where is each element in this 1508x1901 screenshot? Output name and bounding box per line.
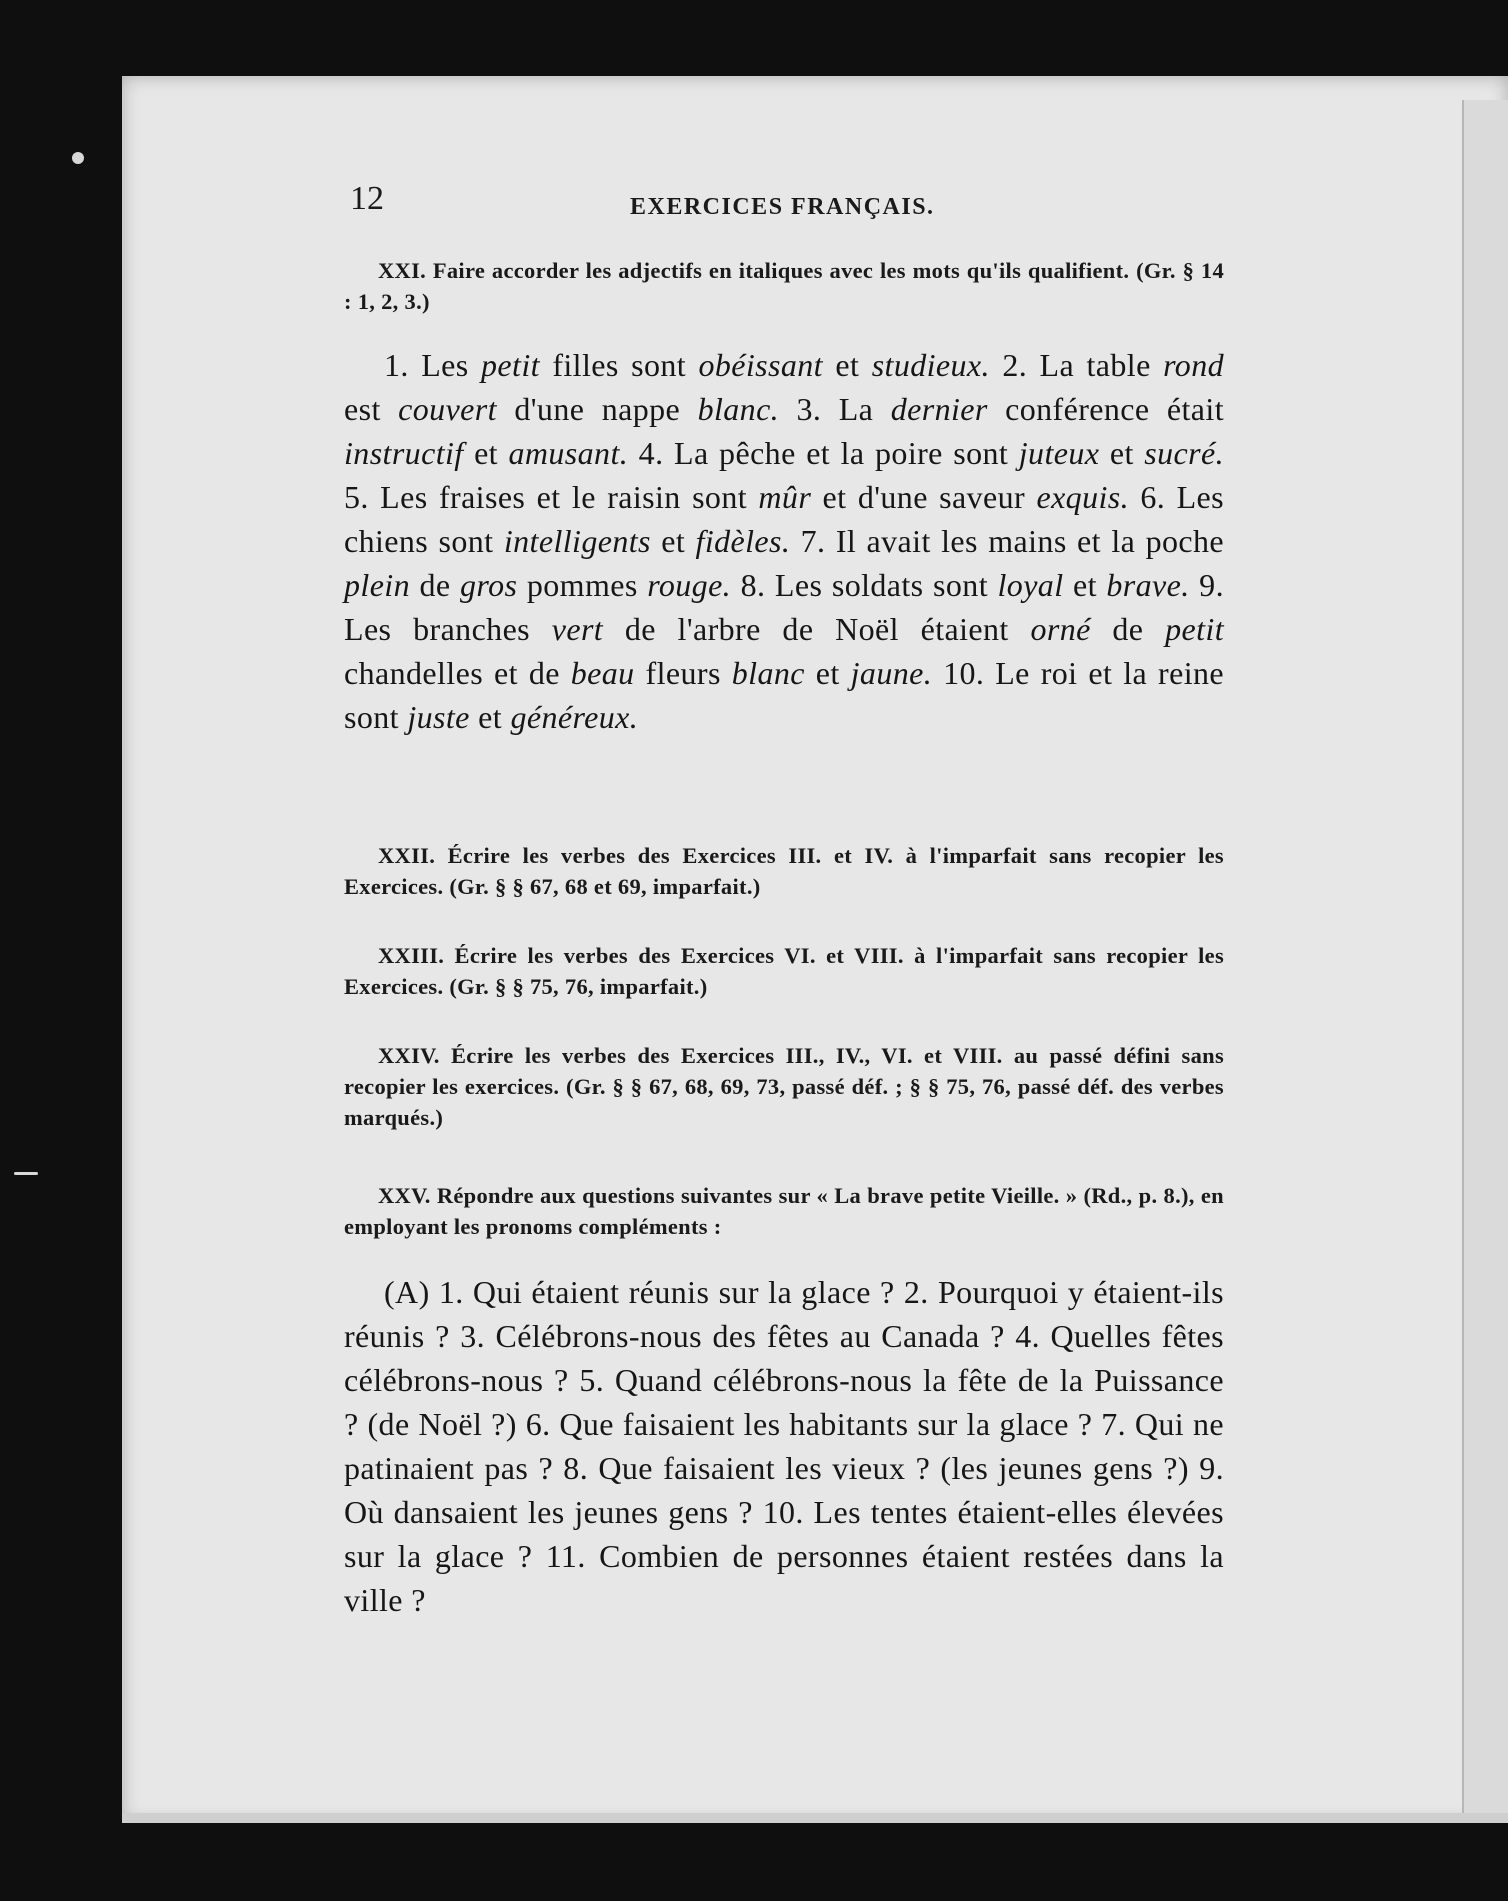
italic-adjective: obéissant [698,347,823,383]
exercise-25-instruction: XXV. Répondre aux questions suivantes sur « La brave petite Vieille. » (Rd., p. 8.), en employant les pronoms compléments : [344,1183,1224,1239]
scan-speck [14,1172,38,1175]
sentence-text: 4. La pêche et la poire sont [628,435,1019,471]
italic-adjective: petit [481,347,540,383]
sentence-text: de [409,567,461,603]
sentence-text: conférence était [987,391,1224,427]
sentence-text: 8. Les soldats sont [731,567,998,603]
running-title: EXERCICES FRANÇAIS. [630,194,935,220]
sentence-text: et [469,699,511,735]
italic-adjective: dernier [890,391,988,427]
italic-adjective: plein [344,567,410,603]
italic-adjective: amusant. [508,435,629,471]
sentence-text: et [822,347,872,383]
sentence-text: 1. Les [384,347,482,383]
sentence-text: de [1090,611,1166,647]
italic-adjective: rond [1163,347,1224,383]
sentence-text: chandelles et de [344,655,571,691]
page-bottom-edge [122,1813,1508,1823]
page-header [350,180,1230,230]
italic-adjective: loyal [997,567,1064,603]
italic-adjective: fidèles. [695,523,791,559]
italic-adjective: beau [570,655,635,691]
sentence-text: pommes [517,567,648,603]
sentence-text: 10. Le roi et la reine sont [344,655,1225,735]
italic-adjective: vert [551,611,604,647]
page-number: 12 [350,180,384,217]
italic-adjective: gros [460,567,518,603]
sentence-text: et [1099,435,1145,471]
italic-adjective: juste [407,699,470,735]
sentence-text: 5. Les fraises et le raisin sont [344,479,759,515]
exercise-25-questions: (A) 1. Qui étaient réunis sur la glace ? 2. Pourquoi y étaient-ils réunis ? 3. Célébrons-nous des fêtes au Canada ? 4. Quelles fêtes célébrons-nous ? 5. Quand célébrons-nous la fête de la Puissance ? (de Noël ?) 6. Que faisaient les habitants sur la glace ? 7. Qui ne patinaient pas ? 8. Que faisaient les vieux ? (les jeunes gens ?) 9. Où dansaient les jeunes gens ? 10. Les tentes étaient-elles élevées sur la glace ? 11. Combien de personnes étaient restées dans la ville ? [344,1274,1224,1618]
sentence-text: de l'arbre de Noël étaient [603,611,1031,647]
sentence-text: et [804,655,851,691]
italic-adjective: juteux [1018,435,1100,471]
italic-adjective: petit [1165,611,1224,647]
exercise-22: XXII. Écrire les verbes des Exercices III. et IV. à l'imparfait sans recopier les Exercices. (Gr. § § 67, 68 et 69, imparfait.) [344,843,1224,899]
italic-adjective: intelligents [503,523,651,559]
exercise-24: XXIV. Écrire les verbes des Exercices III., IV., VI. et VIII. au passé défini sans recopier les exercices. (Gr. § § 67, 68, 69, 73, passé déf. ; § § 75, 76, passé déf. des verbes marqués.) [344,1043,1224,1130]
sentence-text: 6. Les chiens sont [344,479,1224,559]
sentence-text: et [1063,567,1107,603]
exercise-23: XXIII. Écrire les verbes des Exercices VI. et VIII. à l'imparfait sans recopier les Exercices. (Gr. § § 75, 76, imparfait.) [344,943,1224,999]
italic-adjective: mûr [758,479,812,515]
sentence-text: 2. La table [989,347,1164,383]
italic-adjective: exquis. [1036,479,1130,515]
italic-adjective: sucré. [1144,435,1224,471]
sentence-text: 3. La [779,391,891,427]
sentence-text: et d'une saveur [811,479,1037,515]
sentence-text: filles sont [539,347,699,383]
italic-adjective: blanc. [697,391,780,427]
scan-speck [72,152,84,164]
italic-adjective: orné [1030,611,1091,647]
sentence-text: 9. Les branches [344,567,1224,647]
sentence-text: d'une nappe [496,391,698,427]
italic-adjective: jaune. [850,655,933,691]
sentence-text: et [650,523,696,559]
sentence-text: fleurs [634,655,732,691]
sentence-text: 7. Il avait les mains et la poche [790,523,1224,559]
italic-adjective: couvert [398,391,497,427]
italic-adjective: généreux. [510,699,639,735]
facing-page-edge [1462,100,1508,1823]
italic-adjective: studieux. [871,347,990,383]
italic-adjective: brave. [1106,567,1190,603]
italic-adjective: blanc [731,655,805,691]
italic-adjective: instructif [344,435,464,471]
italic-adjective: rouge. [647,567,732,603]
sentence-text: est [344,391,399,427]
exercise-21-instruction: XXI. Faire accorder les adjectifs en italiques avec les mots qu'ils qualifient. (Gr. § 14 : 1, 2, 3.) [344,258,1224,314]
exercise-21-sentences [344,343,1224,739]
sentence-text: et [463,435,509,471]
